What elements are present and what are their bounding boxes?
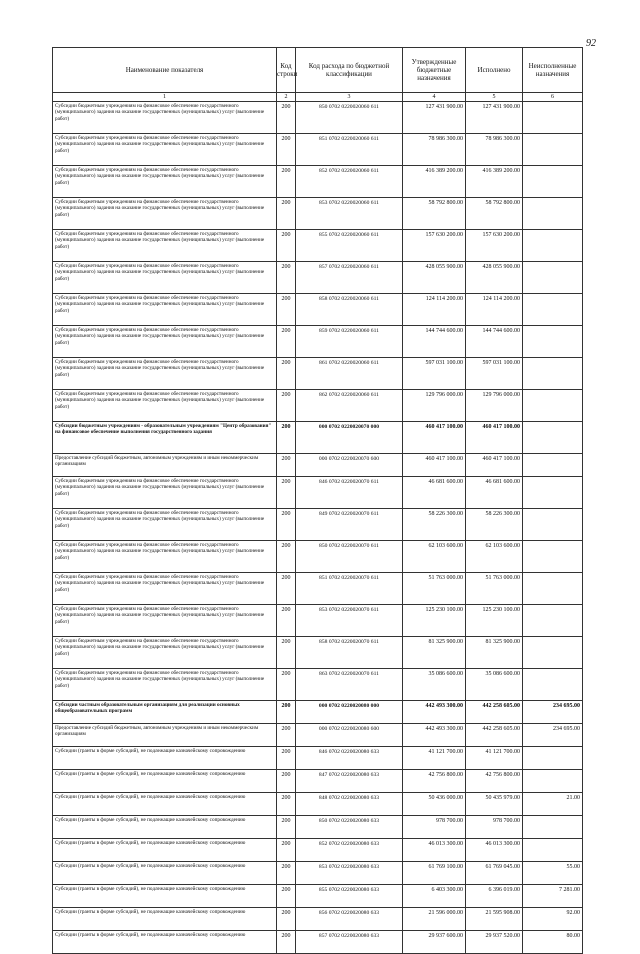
row-approved: 21 596 000.00 (403, 908, 466, 931)
row-code: 200 (277, 931, 296, 954)
row-classification: 850 0702 0220020080 633 (296, 816, 403, 839)
row-code: 200 (277, 770, 296, 793)
row-done: 460 417 100.00 (466, 454, 523, 477)
row-done: 51 763 000.00 (466, 573, 523, 605)
row-approved: 41 121 700.00 (403, 747, 466, 770)
table-row (53, 793, 583, 816)
row-code: 200 (277, 262, 296, 294)
table-row (53, 454, 583, 477)
column-index-row (53, 93, 583, 102)
row-approved: 51 763 000.00 (403, 573, 466, 605)
row-code: 200 (277, 816, 296, 839)
table-row (53, 747, 583, 770)
row-code: 200 (277, 454, 296, 477)
table-row (53, 885, 583, 908)
col-index: 5 (466, 93, 523, 102)
row-classification: 846 0702 0220020070 611 (296, 477, 403, 509)
row-done: 978 700.00 (466, 816, 523, 839)
col-index: 2 (277, 93, 296, 102)
row-approved: 46 681 600.00 (403, 477, 466, 509)
row-classification: 862 0702 0220020060 611 (296, 390, 403, 422)
row-done: 597 031 100.00 (466, 358, 523, 390)
row-done: 50 435 979.00 (466, 793, 523, 816)
table-row (53, 102, 583, 134)
row-rest (523, 605, 583, 637)
row-name: Субсидии (гранты в форме субсидий), не подлежащие казначейскому сопровождению (53, 885, 277, 908)
row-classification: 852 0702 0220020060 611 (296, 166, 403, 198)
row-name: Субсидии бюджетным учреждениям на финансовое обеспечение государственного (муниципального) задания на оказание государственных (муниципальных) услуг (выполнение работ) (53, 230, 277, 262)
row-name: Субсидии бюджетным учреждениям на финансовое обеспечение государственного (муниципального) задания на оказание государственных (муниципальных) услуг (выполнение работ) (53, 102, 277, 134)
row-rest (523, 747, 583, 770)
row-code: 200 (277, 294, 296, 326)
header-code: Код строки (277, 48, 296, 93)
row-done: 416 389 200.00 (466, 166, 523, 198)
row-classification: 846 0702 0220020080 633 (296, 747, 403, 770)
row-name: Субсидии бюджетным учреждениям на финансовое обеспечение государственного (муниципального) задания на оказание государственных (муниципальных) услуг (выполнение работ) (53, 166, 277, 198)
row-name: Субсидии бюджетным учреждениям на финансовое обеспечение государственного (муниципального) задания на оказание государственных (муниципальных) услуг (выполнение работ) (53, 541, 277, 573)
row-rest (523, 294, 583, 326)
row-classification: 863 0702 0220020070 611 (296, 669, 403, 701)
row-done: 428 055 900.00 (466, 262, 523, 294)
row-name: Субсидии (гранты в форме субсидий), не подлежащие казначейскому сопровождению (53, 747, 277, 770)
row-approved: 81 325 900.00 (403, 637, 466, 669)
row-done: 58 226 300.00 (466, 509, 523, 541)
row-done: 21 595 908.00 (466, 908, 523, 931)
row-code: 200 (277, 862, 296, 885)
row-rest: 55.00 (523, 862, 583, 885)
row-rest: 234 695.00 (523, 701, 583, 724)
row-classification: 853 0702 0220020080 633 (296, 862, 403, 885)
row-rest (523, 637, 583, 669)
row-name: Субсидии бюджетным учреждениям на финансовое обеспечение государственного (муниципального) задания на оказание государственных (муниципальных) услуг (выполнение работ) (53, 605, 277, 637)
row-approved: 416 389 200.00 (403, 166, 466, 198)
header-approved: Утвержденные бюджетные назначения (403, 48, 466, 93)
row-classification: 851 0702 0220020070 611 (296, 573, 403, 605)
row-name: Субсидии (гранты в форме субсидий), не подлежащие казначейскому сопровождению (53, 793, 277, 816)
row-name: Субсидии бюджетным учреждениям на финансовое обеспечение государственного (муниципального) задания на оказание государственных (муниципальных) услуг (выполнение работ) (53, 326, 277, 358)
row-name: Субсидии (гранты в форме субсидий), не подлежащие казначейскому сопровождению (53, 770, 277, 793)
row-rest (523, 358, 583, 390)
row-classification: 000 0702 0220020080 600 (296, 724, 403, 747)
row-approved: 58 792 800.00 (403, 198, 466, 230)
row-classification: 853 0702 0220020070 611 (296, 605, 403, 637)
table-row (53, 477, 583, 509)
row-done: 129 796 000.00 (466, 390, 523, 422)
row-rest (523, 770, 583, 793)
row-approved: 58 226 300.00 (403, 509, 466, 541)
table-row (53, 770, 583, 793)
table-row (53, 816, 583, 839)
col-index: 4 (403, 93, 466, 102)
row-classification: 857 0702 0220020060 611 (296, 262, 403, 294)
header-name: Наименование показателя (53, 48, 277, 93)
row-classification: 859 0702 0220020060 611 (296, 326, 403, 358)
row-rest (523, 198, 583, 230)
row-name: Субсидии (гранты в форме субсидий), не подлежащие казначейскому сопровождению (53, 839, 277, 862)
row-rest (523, 230, 583, 262)
row-classification: 851 0702 0220020060 611 (296, 134, 403, 166)
row-rest (523, 102, 583, 134)
row-name: Субсидии (гранты в форме субсидий), не подлежащие казначейскому сопровождению (53, 816, 277, 839)
table-row (53, 294, 583, 326)
row-done: 460 417 100.00 (466, 422, 523, 454)
row-done: 46 681 600.00 (466, 477, 523, 509)
row-rest: 7 281.00 (523, 885, 583, 908)
table-row (53, 230, 583, 262)
row-done: 41 121 700.00 (466, 747, 523, 770)
row-classification: 849 0702 0220020070 611 (296, 509, 403, 541)
row-code: 200 (277, 747, 296, 770)
row-code: 200 (277, 793, 296, 816)
row-rest (523, 422, 583, 454)
col-index: 1 (53, 93, 277, 102)
row-done: 442 258 605.00 (466, 701, 523, 724)
header-classification: Код расхода по бюджетной классификации (296, 48, 403, 93)
row-rest (523, 326, 583, 358)
row-name: Субсидии бюджетным учреждениям на финансовое обеспечение государственного (муниципального) задания на оказание государственных (муниципальных) услуг (выполнение работ) (53, 509, 277, 541)
table-row (53, 509, 583, 541)
table-row (53, 862, 583, 885)
row-rest (523, 477, 583, 509)
row-done: 61 769 045.00 (466, 862, 523, 885)
row-code: 200 (277, 390, 296, 422)
row-approved: 127 431 900.00 (403, 102, 466, 134)
row-code: 200 (277, 541, 296, 573)
table-row (53, 573, 583, 605)
row-approved: 42 756 800.00 (403, 770, 466, 793)
row-name: Предоставление субсидий бюджетным, автономным учреждениям и иным некоммерческим организациям (53, 454, 277, 477)
row-done: 144 744 600.00 (466, 326, 523, 358)
row-code: 200 (277, 102, 296, 134)
col-index: 6 (523, 93, 583, 102)
row-name: Субсидии бюджетным учреждениям на финансовое обеспечение государственного (муниципального) задания на оказание государственных (муниципальных) услуг (выполнение работ) (53, 573, 277, 605)
row-approved: 157 630 200.00 (403, 230, 466, 262)
row-approved: 460 417 100.00 (403, 422, 466, 454)
row-code: 200 (277, 166, 296, 198)
header-rest: Неисполненные назначения (523, 48, 583, 93)
row-approved: 50 436 000.00 (403, 793, 466, 816)
row-approved: 460 417 100.00 (403, 454, 466, 477)
row-classification: 856 0702 0220020080 633 (296, 908, 403, 931)
row-rest (523, 509, 583, 541)
table-row (53, 931, 583, 954)
row-classification: 858 0702 0220020060 611 (296, 294, 403, 326)
row-classification: 855 0702 0220020060 611 (296, 230, 403, 262)
row-name: Субсидии бюджетным учреждениям на финансовое обеспечение государственного (муниципального) задания на оказание государственных (муниципальных) услуг (выполнение работ) (53, 669, 277, 701)
row-name: Субсидии (гранты в форме субсидий), не подлежащие казначейскому сопровождению (53, 931, 277, 954)
row-approved: 442 493 300.00 (403, 724, 466, 747)
row-rest (523, 816, 583, 839)
budget-table (52, 47, 583, 954)
row-code: 200 (277, 358, 296, 390)
table-row (53, 262, 583, 294)
row-done: 42 756 800.00 (466, 770, 523, 793)
row-name: Предоставление субсидий бюджетным, автономным учреждениям и иным некоммерческим организациям (53, 724, 277, 747)
row-approved: 442 493 300.00 (403, 701, 466, 724)
row-classification: 858 0702 0220020070 611 (296, 637, 403, 669)
table-row (53, 908, 583, 931)
table-row (53, 422, 583, 454)
col-index: 3 (296, 93, 403, 102)
row-name: Субсидии (гранты в форме субсидий), не подлежащие казначейскому сопровождению (53, 862, 277, 885)
row-classification: 855 0702 0220020080 633 (296, 885, 403, 908)
row-classification: 848 0702 0220020080 633 (296, 793, 403, 816)
row-approved: 78 986 300.00 (403, 134, 466, 166)
row-classification: 857 0702 0220020080 633 (296, 931, 403, 954)
row-name: Субсидии бюджетным учреждениям на финансовое обеспечение государственного (муниципального) задания на оказание государственных (муниципальных) услуг (выполнение работ) (53, 198, 277, 230)
row-approved: 35 086 600.00 (403, 669, 466, 701)
table-body (53, 102, 583, 954)
row-done: 78 986 300.00 (466, 134, 523, 166)
row-code: 200 (277, 908, 296, 931)
row-code: 200 (277, 637, 296, 669)
row-done: 62 103 600.00 (466, 541, 523, 573)
page-number: 92 (586, 38, 596, 49)
row-name: Субсидии бюджетным учреждениям на финансовое обеспечение государственного (муниципального) задания на оказание государственных (муниципальных) услуг (выполнение работ) (53, 477, 277, 509)
table-header (53, 48, 583, 93)
row-approved: 124 114 200.00 (403, 294, 466, 326)
row-classification: 000 0702 0220020080 000 (296, 701, 403, 724)
row-name: Субсидии бюджетным учреждениям на финансовое обеспечение государственного (муниципального) задания на оказание государственных (муниципальных) услуг (выполнение работ) (53, 390, 277, 422)
table-row (53, 701, 583, 724)
row-done: 442 258 605.00 (466, 724, 523, 747)
row-classification: 852 0702 0220020080 633 (296, 839, 403, 862)
row-code: 200 (277, 134, 296, 166)
row-rest: 92.00 (523, 908, 583, 931)
row-code: 200 (277, 701, 296, 724)
row-approved: 144 744 600.00 (403, 326, 466, 358)
row-approved: 597 031 100.00 (403, 358, 466, 390)
row-approved: 129 796 000.00 (403, 390, 466, 422)
row-classification: 847 0702 0220020080 633 (296, 770, 403, 793)
table-row (53, 605, 583, 637)
row-code: 200 (277, 326, 296, 358)
row-classification: 850 0702 0220020070 611 (296, 541, 403, 573)
row-code: 200 (277, 885, 296, 908)
row-code: 200 (277, 573, 296, 605)
row-classification: 853 0702 0220020060 611 (296, 198, 403, 230)
row-name: Субсидии бюджетным учреждениям - образовательным учреждениям "Центр образования" на финансовое обеспечение выполнения государственного задания (53, 422, 277, 454)
header-done: Исполнено (466, 48, 523, 93)
row-approved: 62 103 600.00 (403, 541, 466, 573)
row-approved: 29 937 600.00 (403, 931, 466, 954)
table-row (53, 134, 583, 166)
row-done: 124 114 200.00 (466, 294, 523, 326)
row-code: 200 (277, 509, 296, 541)
row-classification: 000 0702 0220020070 000 (296, 422, 403, 454)
row-rest (523, 541, 583, 573)
row-done: 58 792 800.00 (466, 198, 523, 230)
row-rest: 80.00 (523, 931, 583, 954)
row-approved: 978 700.00 (403, 816, 466, 839)
row-rest (523, 669, 583, 701)
row-code: 200 (277, 477, 296, 509)
row-classification: 000 0702 0220020070 600 (296, 454, 403, 477)
row-approved: 6 403 300.00 (403, 885, 466, 908)
row-done: 29 937 520.00 (466, 931, 523, 954)
table-row (53, 724, 583, 747)
row-rest (523, 390, 583, 422)
row-name: Субсидии (гранты в форме субсидий), не подлежащие казначейскому сопровождению (53, 908, 277, 931)
table-row (53, 390, 583, 422)
table-row (53, 637, 583, 669)
row-classification: 850 0702 0220020060 611 (296, 102, 403, 134)
row-code: 200 (277, 605, 296, 637)
row-name: Субсидии бюджетным учреждениям на финансовое обеспечение государственного (муниципального) задания на оказание государственных (муниципальных) услуг (выполнение работ) (53, 262, 277, 294)
row-approved: 61 769 100.00 (403, 862, 466, 885)
row-name: Субсидии бюджетным учреждениям на финансовое обеспечение государственного (муниципального) задания на оказание государственных (муниципальных) услуг (выполнение работ) (53, 637, 277, 669)
row-done: 46 013 300.00 (466, 839, 523, 862)
row-rest (523, 839, 583, 862)
table-row (53, 358, 583, 390)
row-approved: 46 013 300.00 (403, 839, 466, 862)
row-name: Субсидии бюджетным учреждениям на финансовое обеспечение государственного (муниципального) задания на оказание государственных (муниципальных) услуг (выполнение работ) (53, 134, 277, 166)
row-name: Субсидии бюджетным учреждениям на финансовое обеспечение государственного (муниципального) задания на оказание государственных (муниципальных) услуг (выполнение работ) (53, 358, 277, 390)
row-done: 81 325 900.00 (466, 637, 523, 669)
table-row (53, 669, 583, 701)
table-row (53, 166, 583, 198)
row-done: 157 630 200.00 (466, 230, 523, 262)
row-code: 200 (277, 669, 296, 701)
row-code: 200 (277, 724, 296, 747)
table-row (53, 326, 583, 358)
table-row (53, 541, 583, 573)
row-rest (523, 166, 583, 198)
row-name: Субсидии частным образовательным организациям для реализации основных общеобразовательных программ (53, 701, 277, 724)
table-row (53, 198, 583, 230)
table-row (53, 839, 583, 862)
row-done: 6 396 019.00 (466, 885, 523, 908)
row-approved: 125 230 100.00 (403, 605, 466, 637)
row-rest: 21.00 (523, 793, 583, 816)
row-done: 35 086 600.00 (466, 669, 523, 701)
row-code: 200 (277, 230, 296, 262)
row-rest (523, 573, 583, 605)
row-code: 200 (277, 198, 296, 230)
row-name: Субсидии бюджетным учреждениям на финансовое обеспечение государственного (муниципального) задания на оказание государственных (муниципальных) услуг (выполнение работ) (53, 294, 277, 326)
row-rest: 234 695.00 (523, 724, 583, 747)
row-rest (523, 262, 583, 294)
row-rest (523, 454, 583, 477)
row-rest (523, 134, 583, 166)
row-done: 125 230 100.00 (466, 605, 523, 637)
row-classification: 861 0702 0220020060 611 (296, 358, 403, 390)
row-approved: 428 055 900.00 (403, 262, 466, 294)
row-done: 127 431 900.00 (466, 102, 523, 134)
row-code: 200 (277, 839, 296, 862)
row-code: 200 (277, 422, 296, 454)
